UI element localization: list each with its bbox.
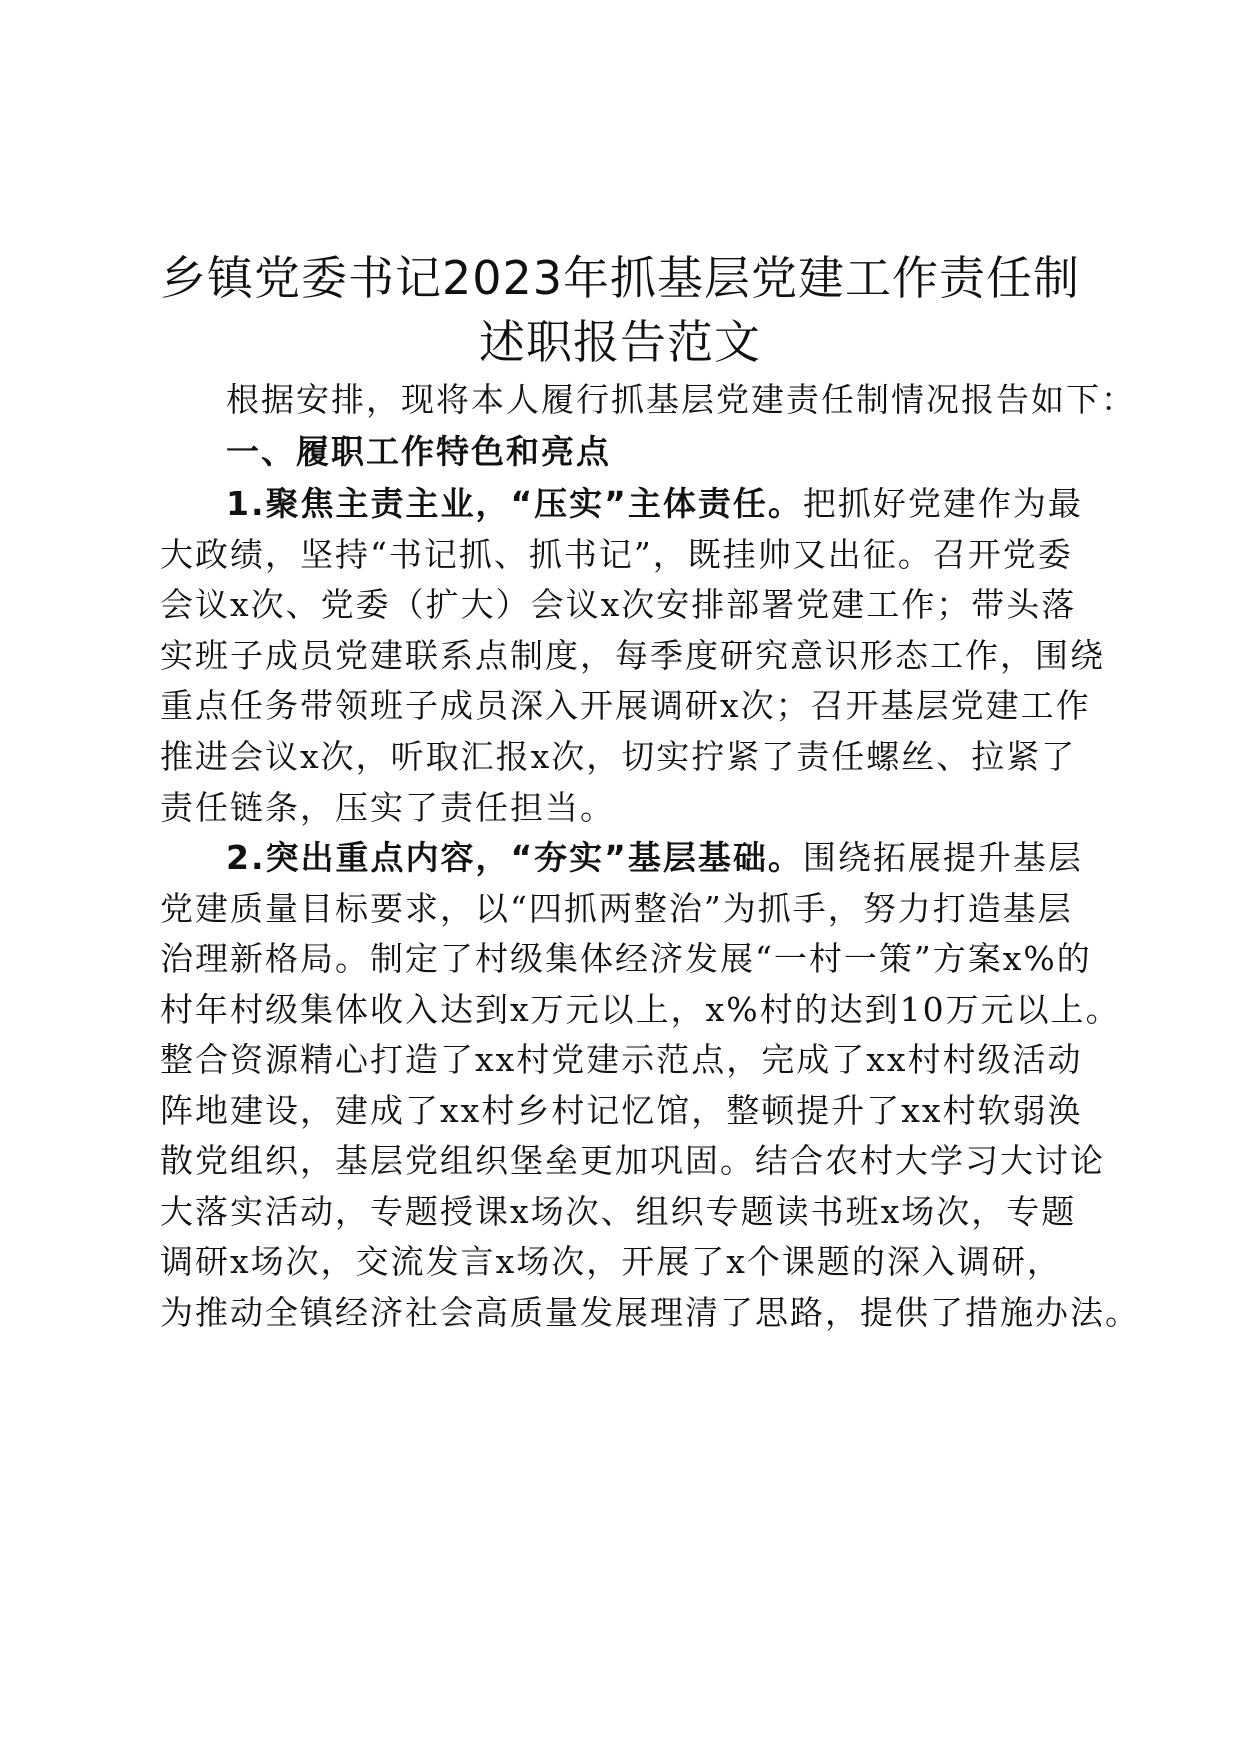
para-1-line: 实班子成员党建联系点制度，每季度研究意识形态工作，围绕 [160,636,1105,675]
para-2-line: 为推动全镇经济社会高质量发展理清了思路，提供了措施办法。 [160,1293,1140,1332]
para-1-first-line-rest: 把抓好党建作为最 [802,484,1083,523]
para-2-line: 调研x场次，交流发言x场次，开展了x个课题的深入调研， [160,1242,1062,1281]
para-2-line: 整合资源精心打造了xx村党建示范点，完成了xx村村级活动 [160,1040,1083,1079]
para-1-line: 重点任务带领班子成员深入开展调研x次；召开基层党建工作 [160,686,1091,725]
para-2-first-line-rest: 围绕拓展提升基层 [802,838,1083,877]
para-1-first-line [226,482,1090,526]
para-1-line: 责任链条，压实了责任担当。 [160,788,615,827]
para-2-lead: 2.突出重点内容，“夯实”基层基础。 [226,838,803,877]
para-2-line: 村年村级集体收入达到x万元以上，x%村的达到10万元以上。 [160,990,1121,1029]
para-2-line: 治理新格局。制定了村级集体经济发展“一村一策”方案x%的 [160,939,1092,978]
para-2-line: 党建质量目标要求，以“四抓两整治”为抓手，努力打造基层 [160,889,1073,928]
section-1-heading: 一、履职工作特色和亮点 [226,432,611,471]
para-2-first-line [226,836,1090,880]
para-1-line: 会议x次、党委（扩大）会议x次安排部署党建工作；带头落 [160,585,1077,624]
document-title-line-2: 述职报告范文 [479,315,761,369]
intro-paragraph: 根据安排，现将本人履行抓基层党建责任制情况报告如下： [226,380,1136,419]
para-1-line: 推进会议x次，听取汇报x次，切实拧紧了责任螺丝、拉紧了 [160,737,1077,776]
para-2-line: 阵地建设，建成了xx村乡村记忆馆，整顿提升了xx村软弱涣 [160,1091,1083,1130]
para-2-line: 大落实活动，专题授课x场次、组织专题读书班x场次，专题 [160,1192,1077,1231]
para-1-line: 大政绩，坚持“书记抓、抓书记”，既挂帅又出征。召开党委 [160,535,1073,574]
para-1-lead: 1.聚焦主责主业，“压实”主体责任。 [226,484,803,523]
para-2-line: 散党组织，基层党组织堡垒更加巩固。结合农村大学习大讨论 [160,1141,1105,1180]
document-title-line-1: 乡镇党委书记2023年抓基层党建工作责任制 [159,251,1081,305]
